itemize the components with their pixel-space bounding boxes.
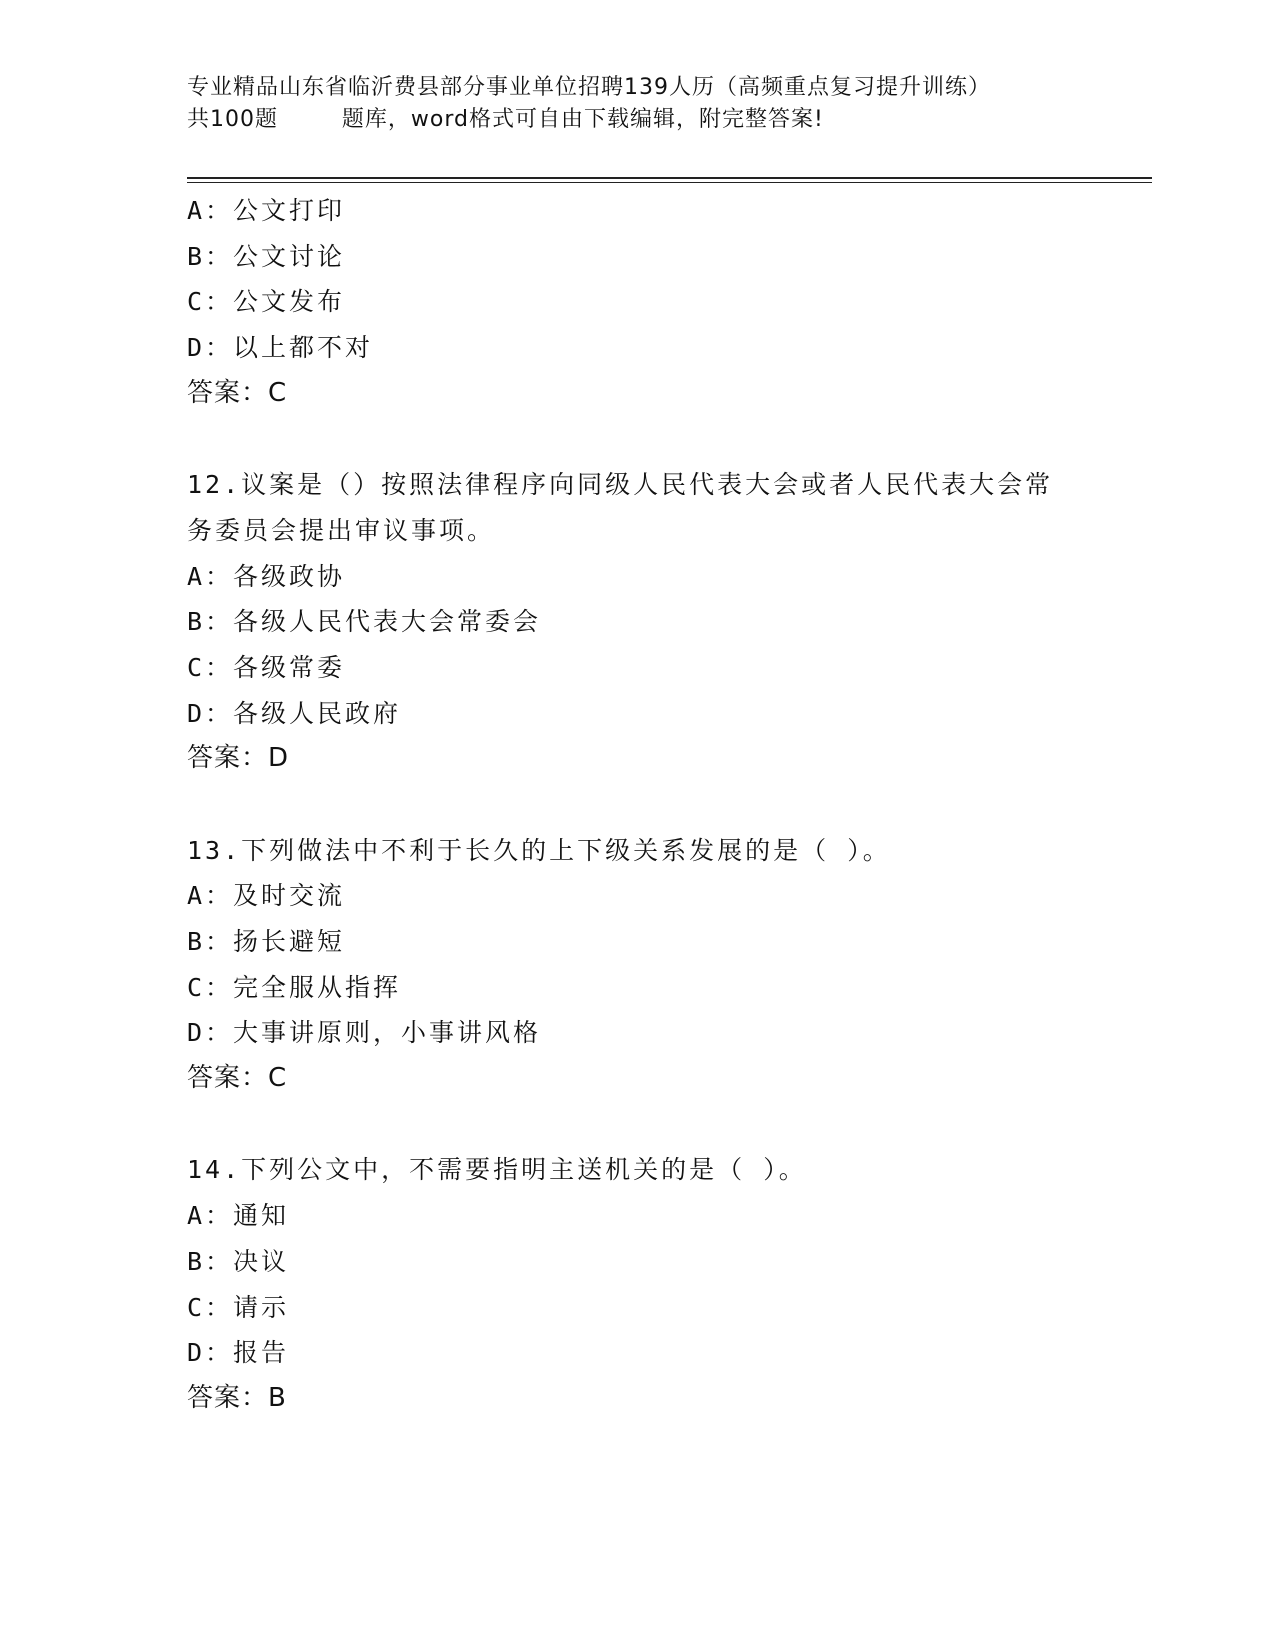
option-c: C：完全服从指挥	[187, 972, 402, 1002]
question-stem: 13.下列做法中不利于长久的上下级关系发展的是（ ）。	[187, 835, 891, 865]
question-stem: 14.下列公文中，不需要指明主送机关的是（ ）。	[187, 1155, 807, 1185]
question-stem-continued: 务委员会提出审议事项。	[187, 515, 496, 545]
option-a: A：及时交流	[187, 881, 346, 911]
question-12	[187, 462, 1087, 782]
page-header	[187, 72, 1147, 136]
option-a: A：通知	[187, 1201, 290, 1231]
question-14	[187, 1147, 1087, 1421]
option-d: D：大事讲原则，小事讲风格	[187, 1018, 542, 1048]
option-b: B：决议	[187, 1246, 290, 1276]
question-stem: 12.议案是（）按照法律程序向同级人民代表大会或者人民代表大会常	[187, 470, 1054, 500]
option-c: C：各级常委	[187, 652, 346, 682]
answer: 答案：C	[187, 377, 288, 408]
question-list	[187, 188, 1087, 1422]
header-title-line: 专业精品山东省临沂费县部分事业单位招聘139人历（高频重点复习提升训练）	[187, 75, 991, 100]
answer: 答案：B	[187, 1382, 287, 1413]
option-d: D：各级人民政府	[187, 698, 402, 728]
question-11-tail	[187, 188, 1087, 416]
spacer	[187, 416, 1087, 462]
option-a: A：公文打印	[187, 196, 346, 225]
spacer	[187, 782, 1087, 828]
option-d: D：报告	[187, 1338, 290, 1368]
header-subtitle-line: 共100题 题库，word格式可自由下载编辑，附完整答案!	[187, 107, 824, 132]
option-b: B：公文讨论	[187, 241, 346, 271]
option-b: B：扬长避短	[187, 927, 346, 956]
option-c: C：公文发布	[187, 287, 346, 317]
answer: 答案：C	[187, 1063, 288, 1094]
answer: 答案：D	[187, 743, 290, 774]
option-a: A：各级政协	[187, 561, 346, 591]
option-c: C：请示	[187, 1292, 290, 1322]
option-b: B：各级人民代表大会常委会	[187, 607, 542, 637]
spacer	[187, 1102, 1087, 1148]
option-d: D：以上都不对	[187, 333, 374, 363]
question-13	[187, 828, 1087, 1102]
header-divider	[187, 177, 1152, 183]
